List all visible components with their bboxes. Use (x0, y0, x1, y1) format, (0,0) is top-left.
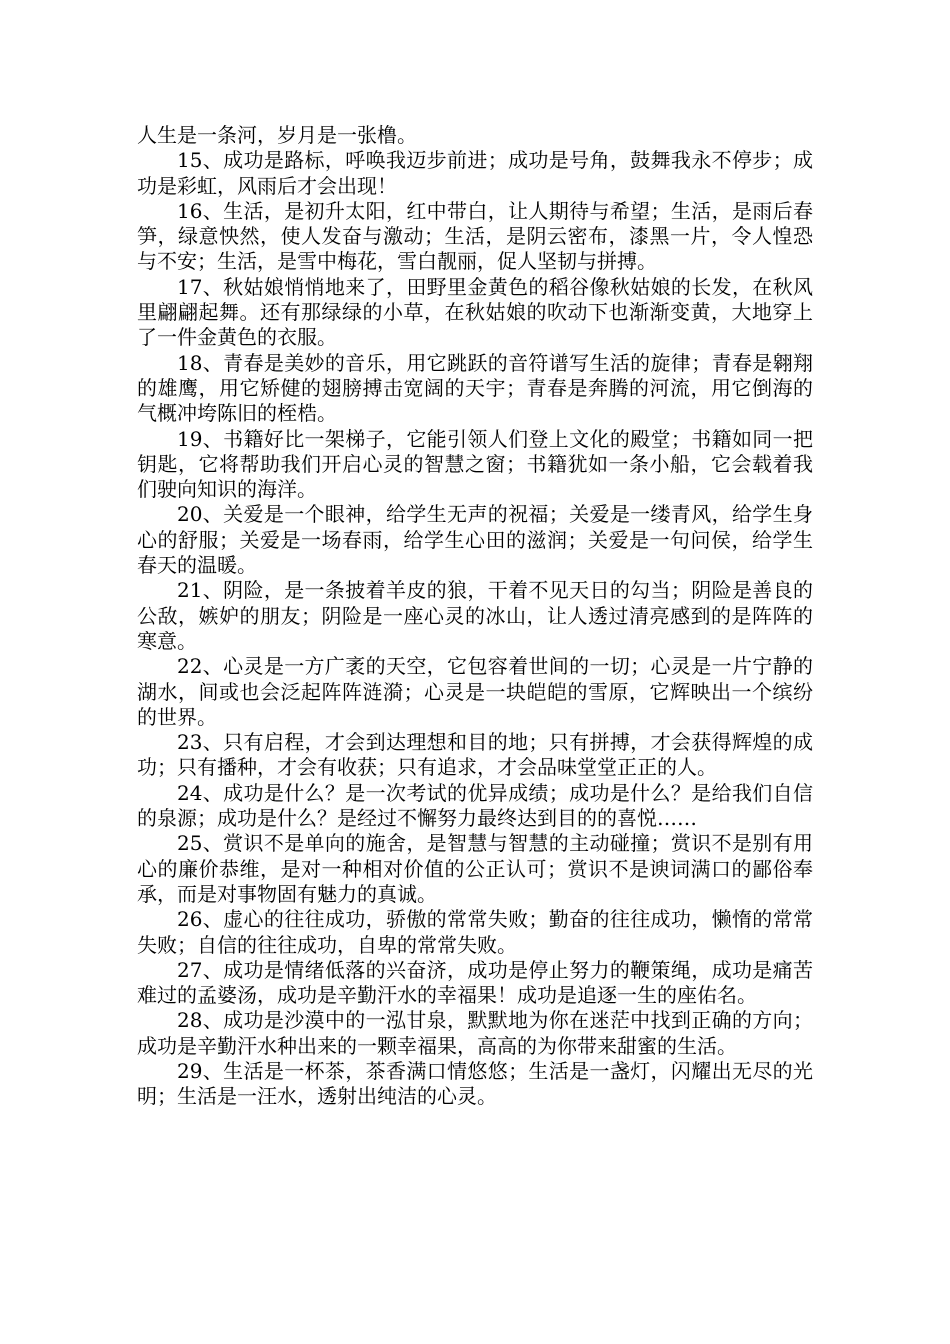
paragraph-27: 27、成功是情绪低落的兴奋济，成功是停止努力的鞭策绳，成功是痛苦难过的孟婆汤，成功是辛勤汗水的幸福果！成功是追逐一生的座佑名。 (137, 957, 813, 1008)
paragraph-17: 17、秋姑娘悄悄地来了，田野里金黄色的稻谷像秋姑娘的长发，在秋风里翩翩起舞。还有那绿绿的小草，在秋姑娘的吹动下也渐渐变黄，大地穿上了一件金黄色的衣服。 (137, 274, 813, 350)
paragraph-24: 24、成功是什么？是一次考试的优异成绩；成功是什么？是给我们自信的泉源；成功是什么？是经过不懈努力最终达到目的的喜悦…… (137, 780, 813, 831)
document-body (137, 123, 813, 1110)
paragraph-19: 19、书籍好比一架梯子，它能引领人们登上文化的殿堂；书籍如同一把钥匙，它将帮助我们开启心灵的智慧之窗；书籍犹如一条小船，它会载着我们驶向知识的海洋。 (137, 426, 813, 502)
paragraph-28: 28、成功是沙漠中的一泓甘泉，默默地为你在迷茫中找到正确的方向；成功是辛勤汗水种出来的一颗幸福果，高高的为你带来甜蜜的生活。 (137, 1008, 813, 1058)
paragraph-29: 29、生活是一杯茶，茶香满口情悠悠；生活是一盏灯，闪耀出无尽的光明；生活是一汪水，透射出纯洁的心灵。 (137, 1058, 813, 1109)
paragraph-23: 23、只有启程，才会到达理想和目的地；只有拼搏，才会获得辉煌的成功；只有播种，才会有收获；只有追求，才会品味堂堂正正的人。 (137, 730, 813, 780)
paragraph-26: 26、虚心的往往成功，骄傲的常常失败；勤奋的往往成功，懒惰的常常失败；自信的往往成功，自卑的常常失败。 (137, 907, 813, 957)
paragraph-18: 18、青春是美妙的音乐，用它跳跃的音符谱写生活的旋律；青春是翱翔的雄鹰，用它矫健的翅膀搏击宽阔的天宇；青春是奔腾的河流，用它倒海的气概冲垮陈旧的桎梏。 (137, 350, 813, 426)
paragraph-25: 25、赏识不是单向的施舍，是智慧与智慧的主动碰撞；赏识不是别有用心的廉价恭维，是对一种相对价值的公正认可；赏识不是谀词满口的鄙俗奉承，而是对事物固有魅力的真诚。 (137, 831, 813, 906)
paragraph-20: 20、关爱是一个眼神，给学生无声的祝福；关爱是一缕青风，给学生身心的舒服；关爱是一场春雨，给学生心田的滋润；关爱是一句问侯，给学生春天的温暖。 (137, 502, 813, 578)
paragraph-16: 16、生活，是初升太阳，红中带白，让人期待与希望；生活，是雨后春笋，绿意怏然，使人发奋与激动；生活，是阴云密布，漆黑一片，令人惶恐与不安；生活，是雪中梅花，雪白靓丽，促人坚韧与拼搏。 (137, 198, 813, 274)
paragraph-21: 21、阴险，是一条披着羊皮的狼，干着不见天日的勾当；阴险是善良的公敌，嫉妒的朋友；阴险是一座心灵的冰山，让人透过清亮感到的是阵阵的寒意。 (137, 578, 813, 653)
paragraph-22: 22、心灵是一方广袤的天空，它包容着世间的一切；心灵是一片宁静的湖水，间或也会泛起阵阵涟漪；心灵是一块皑皑的雪原，它辉映出一个缤纷的世界。 (137, 654, 813, 729)
paragraph-continuation: 人生是一条河，岁月是一张橹。 (137, 123, 417, 147)
paragraph-15: 15、成功是路标，呼唤我迈步前进；成功是号角，鼓舞我永不停步；成功是彩虹，风雨后才会出现！ (137, 148, 813, 198)
